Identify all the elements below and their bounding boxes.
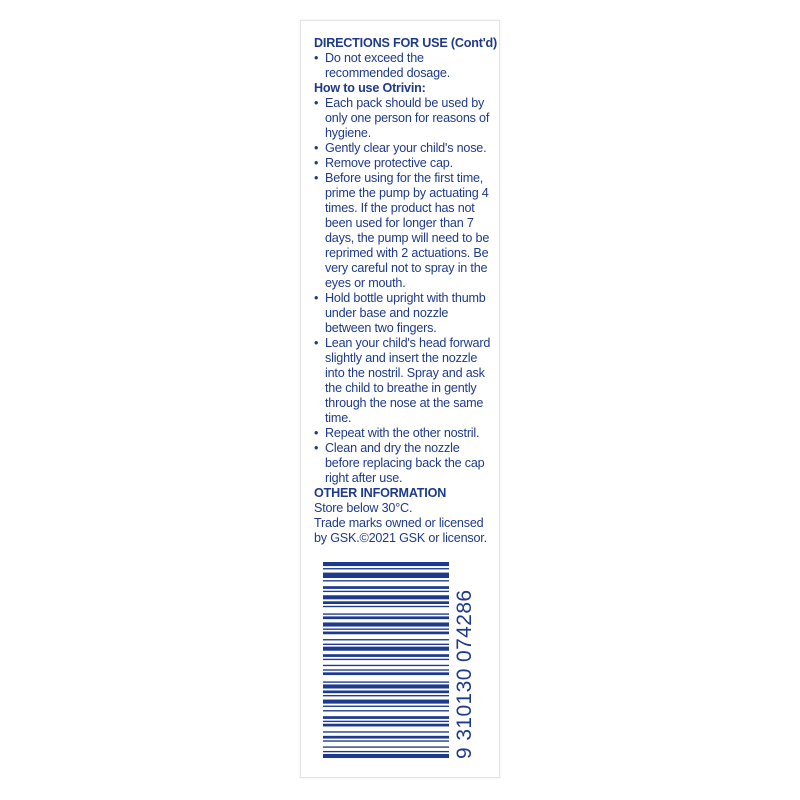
barcode-bar <box>323 669 449 670</box>
barcode-bar <box>323 591 449 592</box>
list-item: • Lean your child's head forward slightly and insert the nozzle into the nostril. Spray and ask the child to breathe in gently through the nose at the same time. <box>314 336 496 426</box>
barcode-bar <box>323 568 449 569</box>
barcode <box>323 562 483 760</box>
how-to-use-heading: How to use Otrivin: <box>314 81 426 95</box>
barcode-bar <box>323 601 449 604</box>
how-to-use-list <box>314 96 496 486</box>
barcode-bar <box>323 647 449 651</box>
barcode-bar <box>323 690 449 693</box>
barcode-bar <box>323 606 449 607</box>
barcode-bar <box>323 639 449 640</box>
barcode-bar <box>323 616 449 619</box>
barcode-bar <box>323 595 449 599</box>
barcode-bar <box>323 695 449 696</box>
barcode-bar <box>323 731 449 732</box>
list-item: • Before using for the first time, prime the pump by actuating 4 times. If the product has not been used for longer than 7 days, the pump will need to be reprimed with 2 actuations. Be very careful not to spray in the eyes or mouth. <box>314 171 496 291</box>
barcode-bar <box>323 573 449 578</box>
barcode-bar <box>323 629 449 630</box>
barcode-bar <box>323 736 449 739</box>
barcode-bar <box>323 740 449 741</box>
list-item: • Repeat with the other nostril. <box>314 426 496 441</box>
barcode-bar <box>323 751 449 752</box>
barcode-bar <box>323 586 449 589</box>
list-item: • Remove protective cap. <box>314 156 496 171</box>
barcode-bar <box>323 721 449 722</box>
barcode-bar <box>323 746 449 747</box>
barcode-bar <box>323 644 449 645</box>
barcode-bar <box>323 684 449 688</box>
list-item: • Do not exceed the recommended dosage. <box>314 51 496 81</box>
directions-heading: DIRECTIONS FOR USE (Cont'd) <box>314 36 497 50</box>
list-item: • Hold bottle upright with thumb under base and nozzle between two fingers. <box>314 291 496 336</box>
trademark-text: Trade marks owned or licensed by GSK.©2021 GSK or licensor. <box>314 516 487 545</box>
barcode-bar <box>323 724 449 727</box>
instructions-text <box>314 36 496 546</box>
barcode-number: 9 310130 074286 <box>453 589 476 759</box>
barcode-bar <box>323 672 449 675</box>
barcode-bar <box>323 754 449 758</box>
barcode-bar <box>323 716 449 719</box>
barcode-bar <box>323 700 449 704</box>
barcode-bar <box>323 681 449 682</box>
barcode-bar <box>323 613 449 614</box>
other-information-heading: OTHER INFORMATION <box>314 486 447 500</box>
barcode-bar <box>323 580 449 581</box>
barcode-bars <box>323 562 449 758</box>
list-item: • Each pack should be used by only one person for reasons of hygiene. <box>314 96 496 141</box>
barcode-bar <box>323 665 449 666</box>
product-panel <box>300 20 500 778</box>
list-item: • Clean and dry the nozzle before replacing back the cap right after use. <box>314 441 496 486</box>
barcode-bar <box>323 654 449 657</box>
barcode-bar <box>323 706 449 707</box>
barcode-bar <box>323 562 449 566</box>
barcode-bar <box>323 710 449 711</box>
list-item: • Gently clear your child's nose. <box>314 141 496 156</box>
barcode-graphic <box>323 562 483 760</box>
barcode-bar <box>323 632 449 635</box>
directions-list <box>314 51 496 81</box>
barcode-bar <box>323 659 449 660</box>
storage-text: Store below 30°C. <box>314 501 413 515</box>
barcode-bar <box>323 622 449 626</box>
